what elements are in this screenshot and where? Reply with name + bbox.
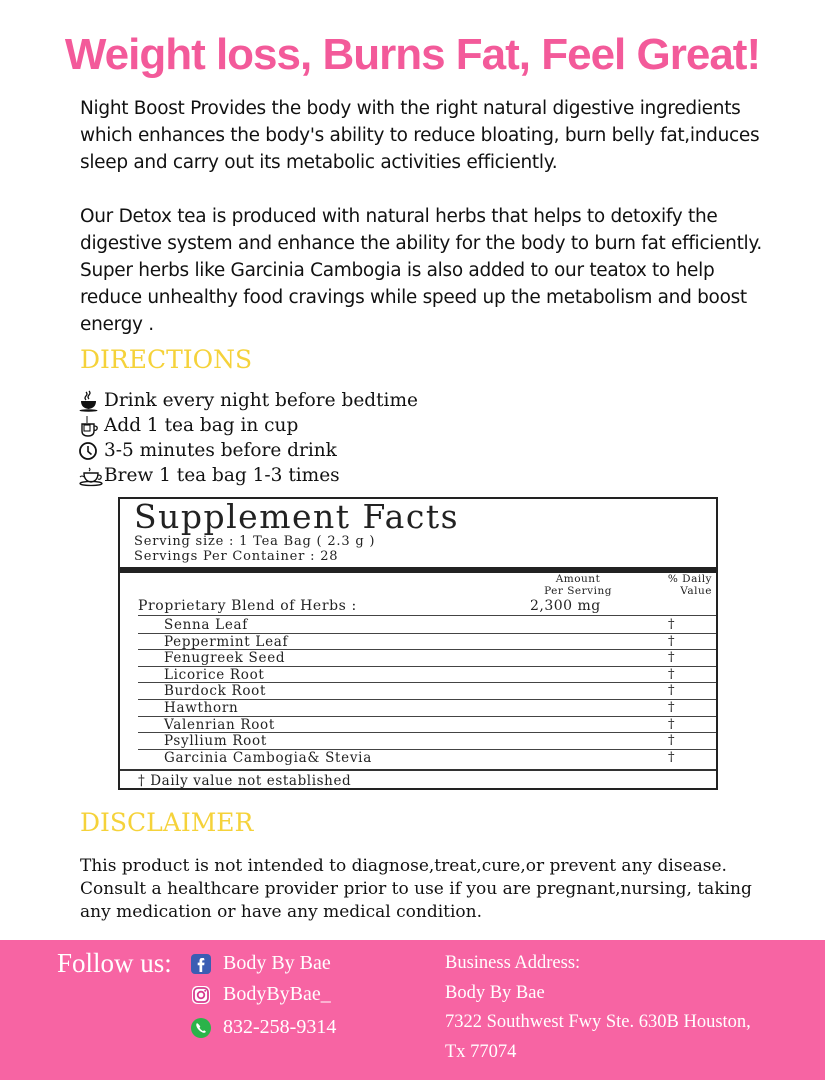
intro-text xyxy=(80,95,780,365)
daily-value-footnote: † Daily value not established xyxy=(138,773,352,789)
follow-us-label: Follow us: xyxy=(57,948,172,978)
footer xyxy=(0,940,825,1080)
herb-daily-value: † xyxy=(668,683,675,699)
herb-daily-value: † xyxy=(668,733,675,749)
herb-name: Garcinia Cambogia& Stevia xyxy=(164,749,372,766)
disclaimer-title: DISCLAIMER xyxy=(80,808,254,837)
herb-name: Psyllium Root xyxy=(164,733,267,750)
clock-icon xyxy=(78,440,104,462)
daily-value-header: % Daily Value xyxy=(667,573,712,597)
herb-row xyxy=(120,634,716,651)
herb-name: Fenugreek Seed xyxy=(164,650,286,667)
address-city: Tx 77074 xyxy=(445,1042,517,1062)
directions-list xyxy=(78,388,418,488)
instagram-icon xyxy=(190,984,212,1006)
herb-row xyxy=(120,717,716,734)
herb-name: Burdock Root xyxy=(164,683,267,700)
servings-per-container: Servings Per Container : 28 xyxy=(134,549,339,564)
herb-divider xyxy=(138,615,716,616)
business-name: Body By Bae xyxy=(445,983,545,1003)
intro-paragraph-1: Night Boost Provides the body with the right natural digestive ingredients which enhances the body's ability to reduce bloating, burn belly fat,induces sleep and carry out its metabolic activities efficiently. xyxy=(80,98,760,173)
phone-number: 832-258-9314 xyxy=(223,1016,337,1038)
herb-name: Licorice Root xyxy=(164,666,265,683)
direction-item xyxy=(78,438,418,463)
herb-row xyxy=(120,700,716,717)
supplement-facts-panel xyxy=(118,497,718,790)
direction-text: 3-5 minutes before drink xyxy=(104,440,337,461)
herb-row xyxy=(120,617,716,634)
direction-item xyxy=(78,463,418,488)
whatsapp-link[interactable] xyxy=(190,1016,336,1039)
direction-text: Brew 1 tea bag 1-3 times xyxy=(104,465,340,486)
tea-bag-icon xyxy=(78,415,104,437)
facebook-link[interactable] xyxy=(190,952,331,975)
instagram-link[interactable] xyxy=(190,983,331,1006)
herb-row xyxy=(120,683,716,700)
address-label: Business Address: xyxy=(445,953,581,973)
herb-daily-value: † xyxy=(668,650,675,666)
herb-daily-value: † xyxy=(668,749,675,765)
supplement-facts-title: Supplement Facts xyxy=(134,497,460,536)
direction-text: Drink every night before bedtime xyxy=(104,390,418,411)
herb-row xyxy=(120,733,716,750)
direction-item xyxy=(78,388,418,413)
proprietary-blend-label: Proprietary Blend of Herbs : xyxy=(138,598,357,614)
direction-text: Add 1 tea bag in cup xyxy=(104,415,299,436)
herb-daily-value: † xyxy=(668,617,675,632)
herb-daily-value: † xyxy=(668,666,675,682)
facebook-handle: Body By Bae xyxy=(223,952,331,974)
instagram-handle: BodyByBae_ xyxy=(223,983,331,1005)
facebook-icon xyxy=(190,953,212,975)
intro-paragraph-2: Our Detox tea is produced with natural herbs that helps to detoxify the digestive system and enhance the ability for the body to burn fat efficiently. Super herbs like Garcinia Cambogia is also added to our teatox to help reduce unhealthy food cravings while speed up the metabolism and boost energy . xyxy=(80,206,762,335)
herb-name: Senna Leaf xyxy=(164,617,248,633)
herb-daily-value: † xyxy=(668,700,675,715)
herb-name: Hawthorn xyxy=(164,700,239,716)
amount-per-serving-header: Amount Per Serving xyxy=(544,573,612,597)
address-street: 7322 Southwest Fwy Ste. 630B Houston, xyxy=(445,1012,751,1032)
disclaimer-text: This product is not intended to diagnose,treat,cure,or prevent any disease. Consult a healthcare provider prior to use if you are pregnant,nursing, taking any medication or have any medical condition. xyxy=(80,856,752,922)
headline: Weight loss, Burns Fat, Feel Great! xyxy=(64,30,761,79)
divider-footnote xyxy=(120,769,716,771)
herb-name: Valenrian Root xyxy=(164,716,276,733)
directions-title: DIRECTIONS xyxy=(80,345,253,374)
direction-item xyxy=(78,413,418,438)
herb-daily-value: † xyxy=(668,633,675,649)
brew-cup-icon xyxy=(78,465,104,487)
coffee-cup-icon xyxy=(78,390,104,412)
whatsapp-icon xyxy=(190,1017,212,1039)
serving-size: Serving size : 1 Tea Bag ( 2.3 g ) xyxy=(134,534,376,549)
herb-name: Peppermint Leaf xyxy=(164,633,289,650)
proprietary-blend-amount: 2,300 mg xyxy=(530,598,601,614)
herb-row xyxy=(120,667,716,684)
herb-daily-value: † xyxy=(668,716,675,732)
herb-row xyxy=(120,650,716,667)
herb-row xyxy=(120,750,716,767)
